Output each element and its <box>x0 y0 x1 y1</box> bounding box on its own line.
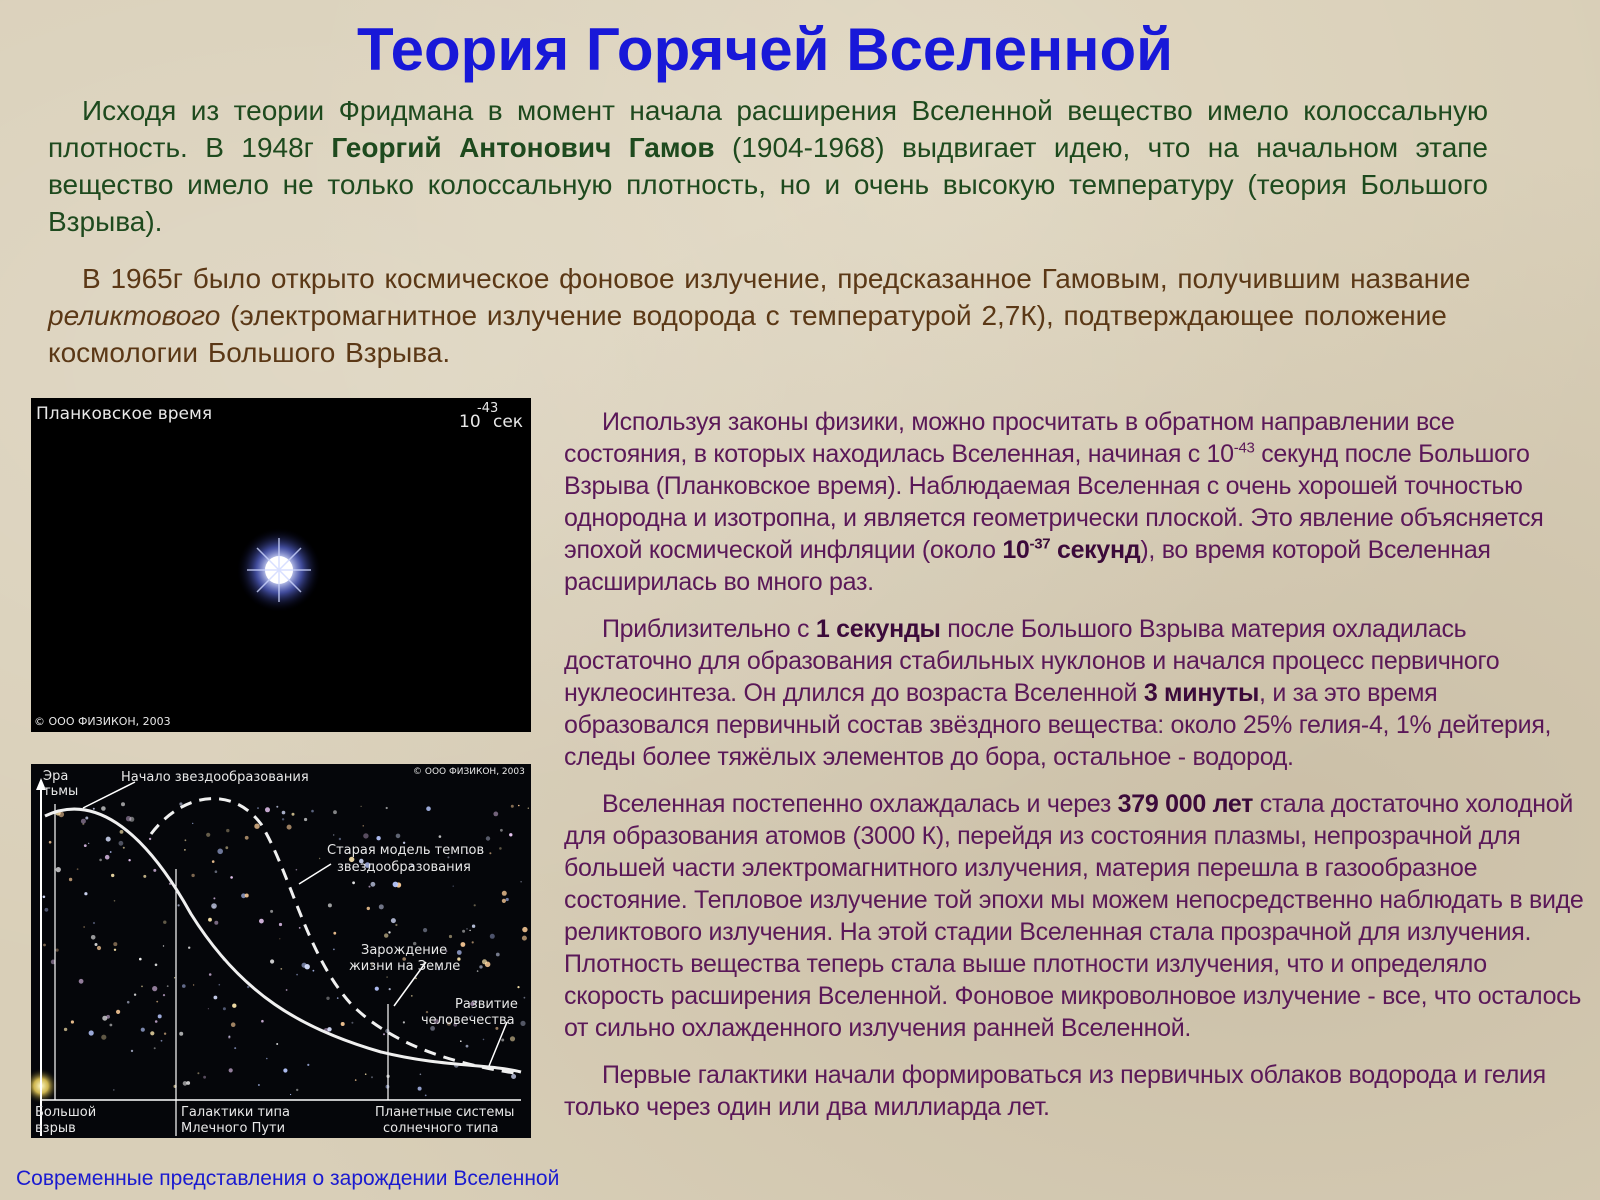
relic-term: реликтового <box>48 300 221 331</box>
planck-time-image <box>31 398 531 732</box>
page-title: Теория Горячей Вселенной <box>357 16 1173 83</box>
star-formation-start-label: Начало звездообразования <box>121 770 309 785</box>
bigbang-label-1: Большой <box>35 1105 97 1120</box>
planck-time-base: 10 <box>459 412 481 432</box>
star-formation-pointer <box>83 782 135 808</box>
relic-radiation-paragraph: В 1965г было открыто космическое фоновое излучение, предсказанное Гамовым, получившим название реликтового (электромагнитное излучение водорода с температурой 2,7К), подтверждающее положение космологии Большого Взрыва. <box>48 263 1471 368</box>
milkyway-label-1: Галактики типа <box>181 1105 290 1120</box>
galaxies-paragraph: Первые галактики начали формироваться из первичных облаков водорода и гелия только через один или два миллиарда лет. <box>564 1061 1546 1121</box>
planck-paragraph: Используя законы физики, можно просчитать в обратном направлении все состояния, в которых находилась Вселенная, начиная с $10^{-43}$ секунд после Большого Взрыва (Планковское время). Наблюдаемая Вселенная с очень хорошей точностью однородна и изотропна, и является геометрически плоской. Это явление объясняется эпохой космической инфляции (около $10^{-37}$ секунд), во время которой Вселенная расширилась во много раз. <box>564 408 1544 596</box>
old-model-pointer <box>299 864 331 884</box>
image2-copyright: © ООО ФИЗИКОН, 2003 <box>413 767 525 777</box>
era-label-2: тьмы <box>43 784 79 799</box>
planck-time-unit: сек <box>493 412 524 432</box>
old-model-label-2: звездообразования <box>337 860 471 875</box>
footer-link[interactable]: Современные представления о зарождении Вселенной <box>16 1167 560 1190</box>
bigbang-label-2: взрыв <box>35 1121 76 1136</box>
gamow-name: Георгий Антонович Гамов <box>331 132 715 163</box>
right-text-column <box>564 406 1584 1138</box>
star-formation-illustration <box>31 764 531 1138</box>
milkyway-label-2: Млечного Пути <box>181 1121 286 1136</box>
humanity-label-2: человечества <box>421 1013 515 1028</box>
humanity-label-1: Развитие <box>455 997 518 1012</box>
planck-time-label: Планковское время <box>36 404 213 424</box>
planck-time-illustration <box>31 398 531 732</box>
intro-paragraph: Исходя из теории Фридмана в момент начала расширения Вселенной вещество имело колоссальную плотность. В 1948г Георгий Антонович Гамов (1904-1968) выдвигает идею, что на начальном этапе вещество имело не только колоссальную плотность, но и очень высокую температуру (теория Большого Взрыва). <box>48 95 1488 237</box>
life-label-2: жизни на Земле <box>349 959 461 974</box>
nucleosynthesis-paragraph: Приблизительно с 1 секунды после Большого Взрыва материя охладилась достаточно для образования стабильных нуклонов и начался процесс первичного нуклеосинтеза. Он длился до возраста Вселенной 3 минуты, и за это время образовался первичный состав звёздного вещества: около 25% гелия-4, 1% дейтерия, следы более тяжёлых элементов до бора, остальное - водород. <box>564 615 1552 771</box>
image1-copyright: © ООО ФИЗИКОН, 2003 <box>34 715 171 728</box>
planetary-label-2: солнечного типа <box>383 1121 499 1136</box>
star-formation-image <box>31 764 531 1138</box>
old-model-label-1: Старая модель темпов <box>327 843 485 858</box>
recombination-paragraph: Вселенная постепенно охлаждалась и через 379 000 лет стала достаточно холодной для образования атомов (3000 К), перейдя из состояния плазмы, непрозрачной для большей части электромагнитного излучения, материя перешла в газообразное состояние. Тепловое излучение той эпохи мы можем непосредственно наблюдать в виде реликтового излучения. На этой стадии Вселенная стала прозрачной для излучения. Плотность вещества теперь стала выше плотности излучения, что и определяло скорость расширения Вселенной. Фоновое микроволновое излучение - все, что осталось от сильно охлажденного излучения ранней Вселенной. <box>564 790 1584 1042</box>
life-label-1: Зарождение <box>361 943 448 958</box>
planck-time-exponent: -43 <box>477 401 499 416</box>
planetary-label-1: Планетные системы <box>375 1105 515 1120</box>
era-label-1: Эра <box>43 769 69 784</box>
inflation-time: $10^{-37}$ секунд <box>1002 535 1141 564</box>
